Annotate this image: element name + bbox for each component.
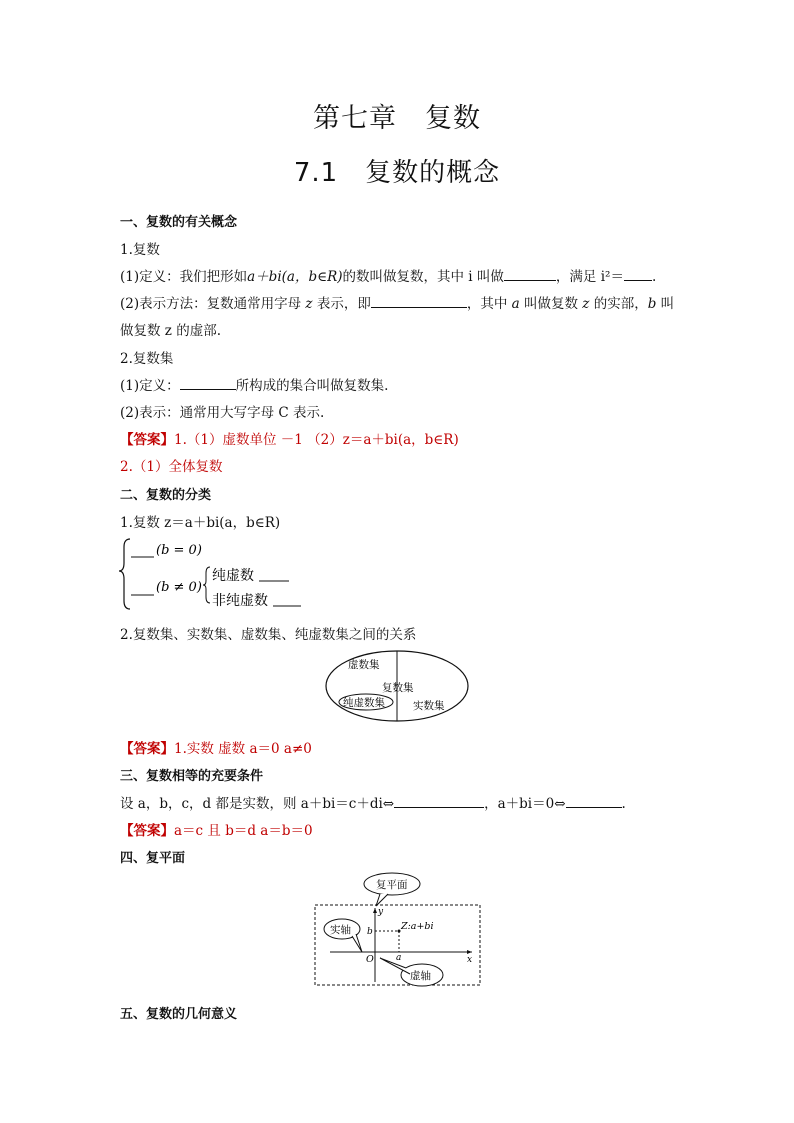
s1-rep-text-d: 叫做复数 bbox=[524, 296, 578, 312]
s1-set-representation: (2)表示：通常用大写字母 C 表示. bbox=[120, 405, 325, 421]
inner-brace bbox=[203, 567, 210, 603]
venn-pure-imag-label: 纯虚数集 bbox=[343, 697, 385, 709]
answer-tag: 【答案】 bbox=[120, 741, 174, 757]
s1-def-text-a: (1)定义：我们把形如 bbox=[120, 269, 248, 285]
s1-set-def-a: (1)定义： bbox=[120, 378, 180, 394]
blank-algebraic-form[interactable] bbox=[371, 294, 467, 308]
complex-plane-diagram bbox=[310, 870, 485, 990]
chapter-title: 第七章 复数 bbox=[313, 103, 481, 134]
s2-item1: 1.复数 z＝a＋bi(a，b∈R) bbox=[120, 515, 281, 531]
b-tick-label: b bbox=[367, 927, 373, 937]
venn-real-label: 实数集 bbox=[413, 700, 445, 712]
answer-tag: 【答案】 bbox=[120, 432, 174, 448]
s1-answer1 bbox=[120, 428, 459, 448]
answer-text: 1.（1）虚数单位 －1 （2）z＝a＋bi(a，b∈R) bbox=[174, 432, 459, 448]
s1-rep-b: b bbox=[647, 296, 657, 312]
s1-def-text-b: 的数叫做复数，其中 i 叫做 bbox=[342, 269, 504, 285]
real-axis-callout-tail bbox=[352, 934, 362, 952]
imag-axis-callout-tail bbox=[380, 958, 410, 974]
point-z-label: Z:a+bi bbox=[401, 921, 434, 932]
s1-rep-z2: z bbox=[582, 296, 590, 312]
s3-text-end: . bbox=[621, 796, 626, 812]
s1-def-text-c: ，满足 i²＝ bbox=[555, 269, 624, 285]
s1-representation bbox=[120, 292, 674, 312]
plane-callout-label: 复平面 bbox=[376, 879, 408, 891]
s1-answer2: 2.（1）全体复数 bbox=[120, 459, 223, 475]
blank-i-squared[interactable] bbox=[624, 267, 652, 281]
s1-def-expr: a＋bi(a，b∈R) bbox=[247, 269, 343, 285]
s1-rep-text-a: (2)表示方法：复数通常用字母 bbox=[120, 296, 302, 312]
s1-rep-a: a bbox=[511, 296, 520, 312]
s1-def-end: . bbox=[651, 269, 657, 285]
venn-diagram bbox=[322, 648, 472, 724]
blank-equality-condition[interactable] bbox=[394, 794, 484, 808]
s1-item2: 2.复数集 bbox=[120, 351, 174, 367]
s1-rep-text-b: 表示，即 bbox=[316, 296, 371, 312]
s1-rep-text-e: 的实部， bbox=[593, 296, 648, 312]
s2-item2: 2.复数集、实数集、虚数集、纯虚数集之间的关系 bbox=[120, 627, 417, 643]
section-title: 7.1 复数的概念 bbox=[293, 158, 501, 188]
answer-text: a＝c 且 b＝d a＝b＝0 bbox=[174, 823, 313, 839]
answer-tag: 【答案】 bbox=[120, 823, 174, 839]
y-arrow bbox=[373, 908, 377, 913]
a-tick-label: a bbox=[396, 953, 402, 963]
x-arrow bbox=[467, 950, 472, 954]
section-5-heading: 五、复数的几何意义 bbox=[120, 1007, 238, 1022]
origin-label: O bbox=[366, 954, 374, 965]
s1-definition bbox=[120, 265, 656, 285]
case2-condition: (b ≠ 0) bbox=[156, 580, 202, 595]
blank-imaginary-unit[interactable] bbox=[504, 267, 556, 281]
section-2-heading: 二、复数的分类 bbox=[120, 488, 212, 503]
s3-text-b: ，a＋bi＝0⇔ bbox=[484, 796, 566, 812]
imag-axis-callout-label: 虚轴 bbox=[410, 970, 431, 982]
venn-imag-label: 虚数集 bbox=[348, 659, 380, 671]
venn-complex-label: 复数集 bbox=[382, 682, 414, 694]
s1-rep-text-f: 叫 bbox=[660, 296, 675, 312]
s3-statement bbox=[120, 792, 626, 812]
blank-zero-condition[interactable] bbox=[566, 794, 622, 808]
classification-brace-diagram bbox=[118, 533, 318, 613]
s1-rep-text-c: ，其中 bbox=[466, 296, 508, 312]
s1-set-definition bbox=[120, 374, 388, 394]
section-3-heading: 三、复数相等的充要条件 bbox=[120, 769, 264, 784]
plane-dashed-frame bbox=[315, 905, 480, 985]
section-1-heading: 一、复数的有关概念 bbox=[120, 215, 238, 230]
sub-non-pure-imag: 非纯虚数 bbox=[212, 593, 268, 609]
answer-text: 1.实数 虚数 a＝0 a≠0 bbox=[174, 741, 312, 757]
y-axis-label: y bbox=[378, 907, 384, 917]
real-axis-callout-label: 实轴 bbox=[330, 924, 351, 936]
plane-callout-tail bbox=[376, 894, 388, 906]
outer-brace bbox=[119, 539, 130, 609]
section-4-heading: 四、复平面 bbox=[120, 851, 186, 866]
blank-complex-set[interactable] bbox=[180, 376, 236, 390]
s1-rep-line2: 做复数 z 的虚部. bbox=[120, 323, 221, 339]
sub-pure-imag: 纯虚数 bbox=[212, 568, 254, 584]
s1-rep-z: z bbox=[305, 296, 313, 312]
s3-answer bbox=[120, 819, 313, 839]
x-axis-label: x bbox=[467, 955, 473, 965]
s3-text-a: 设 a，b，c，d 都是实数，则 a＋bi＝c＋di⇔ bbox=[120, 796, 395, 812]
s1-item1: 1.复数 bbox=[120, 242, 160, 258]
case1-condition: (b = 0) bbox=[156, 543, 202, 558]
s2-answer bbox=[120, 737, 312, 757]
s1-set-def-b: 所构成的集合叫做复数集. bbox=[235, 378, 389, 394]
